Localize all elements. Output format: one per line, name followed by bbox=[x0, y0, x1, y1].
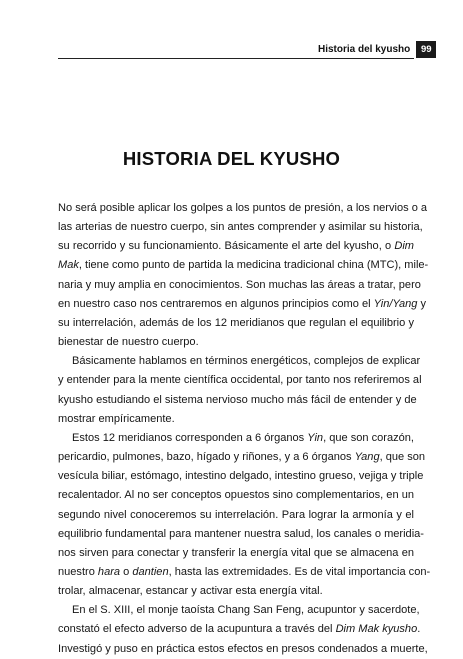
text-line: constató el efecto adverso de la acupuntura a través del Dim Mak kyusho. bbox=[58, 623, 421, 636]
text-line: Básicamente hablamos en términos energéticos, complejos de explicar bbox=[72, 355, 421, 368]
text-line: naria y muy amplia en conocimientos. Son muchas las áreas a tratar, pero bbox=[58, 278, 421, 291]
chapter-title: HISTORIA DEL KYUSHO bbox=[122, 148, 341, 169]
text-line: su recorrido y su funcionamiento. Básicamente el arte del kyusho, o Dim bbox=[58, 240, 414, 253]
running-title: Historia del kyusho bbox=[318, 44, 411, 55]
text-line: equilibrio fundamental para mantener nuestra salud, los canales o meridia- bbox=[58, 527, 424, 540]
text-line: No será posible aplicar los golpes a los puntos de presión, a los nervios o a bbox=[58, 202, 428, 214]
text-line: bienestar de nuestro cuerpo. bbox=[58, 336, 199, 349]
text-line: En el S. XIII, el monje taoísta Chang San Feng, acupuntor y sacerdote, bbox=[72, 604, 420, 617]
text-line: las arterias de nuestro cuerpo, sin antes comprender y asimilar su historia, bbox=[58, 221, 423, 234]
text-line: trolar, almacenar, estancar y activar esta energía vital. bbox=[58, 585, 323, 598]
text-line: nos sirven para conectar y transferir la energía vital que se almacena en bbox=[58, 546, 414, 559]
text-line: Estos 12 meridianos corresponden a 6 órganos Yin, que son corazón, bbox=[72, 431, 415, 444]
page-number-badge: 99 bbox=[416, 41, 436, 58]
text-line: Investigó y puso en práctica estos efectos en presos condenados a muerte, bbox=[58, 642, 428, 655]
text-line: Mak, tiene como punto de partida la medicina tradicional china (MTC), mile- bbox=[58, 259, 429, 272]
text-line: recalentador. Al no ser conceptos opuestos sino complementarios, en un bbox=[58, 489, 414, 502]
text-line: su interrelación, además de los 12 meridianos que regulan el equilibrio y bbox=[58, 316, 414, 329]
text-line: segundo nivel conoceremos su interrelación. Para lograr la armonía y el bbox=[58, 508, 414, 521]
text-line: y entender para la mente científica occidental, por tanto nos referiremos al bbox=[58, 374, 422, 387]
text-line: vesícula biliar, estómago, intestino delgado, intestino grueso, vejiga y triple bbox=[58, 470, 424, 483]
running-header bbox=[318, 41, 436, 58]
text-line: kyusho estudiando el sistema nervioso mucho más fácil de entender y de bbox=[58, 393, 417, 406]
header-divider bbox=[58, 58, 414, 59]
text-line: nuestro hara o dantien, hasta las extremidades. Es de vital importancia con- bbox=[58, 565, 431, 578]
body-text bbox=[58, 199, 431, 659]
text-line: en nuestro caso nos centraremos en algunos principios como el Yin/Yang y bbox=[58, 297, 427, 310]
text-line: mostrar empíricamente. bbox=[58, 412, 175, 425]
text-line: pericardio, pulmones, bazo, hígado y riñones, y a 6 órganos Yang, que son bbox=[58, 451, 426, 464]
